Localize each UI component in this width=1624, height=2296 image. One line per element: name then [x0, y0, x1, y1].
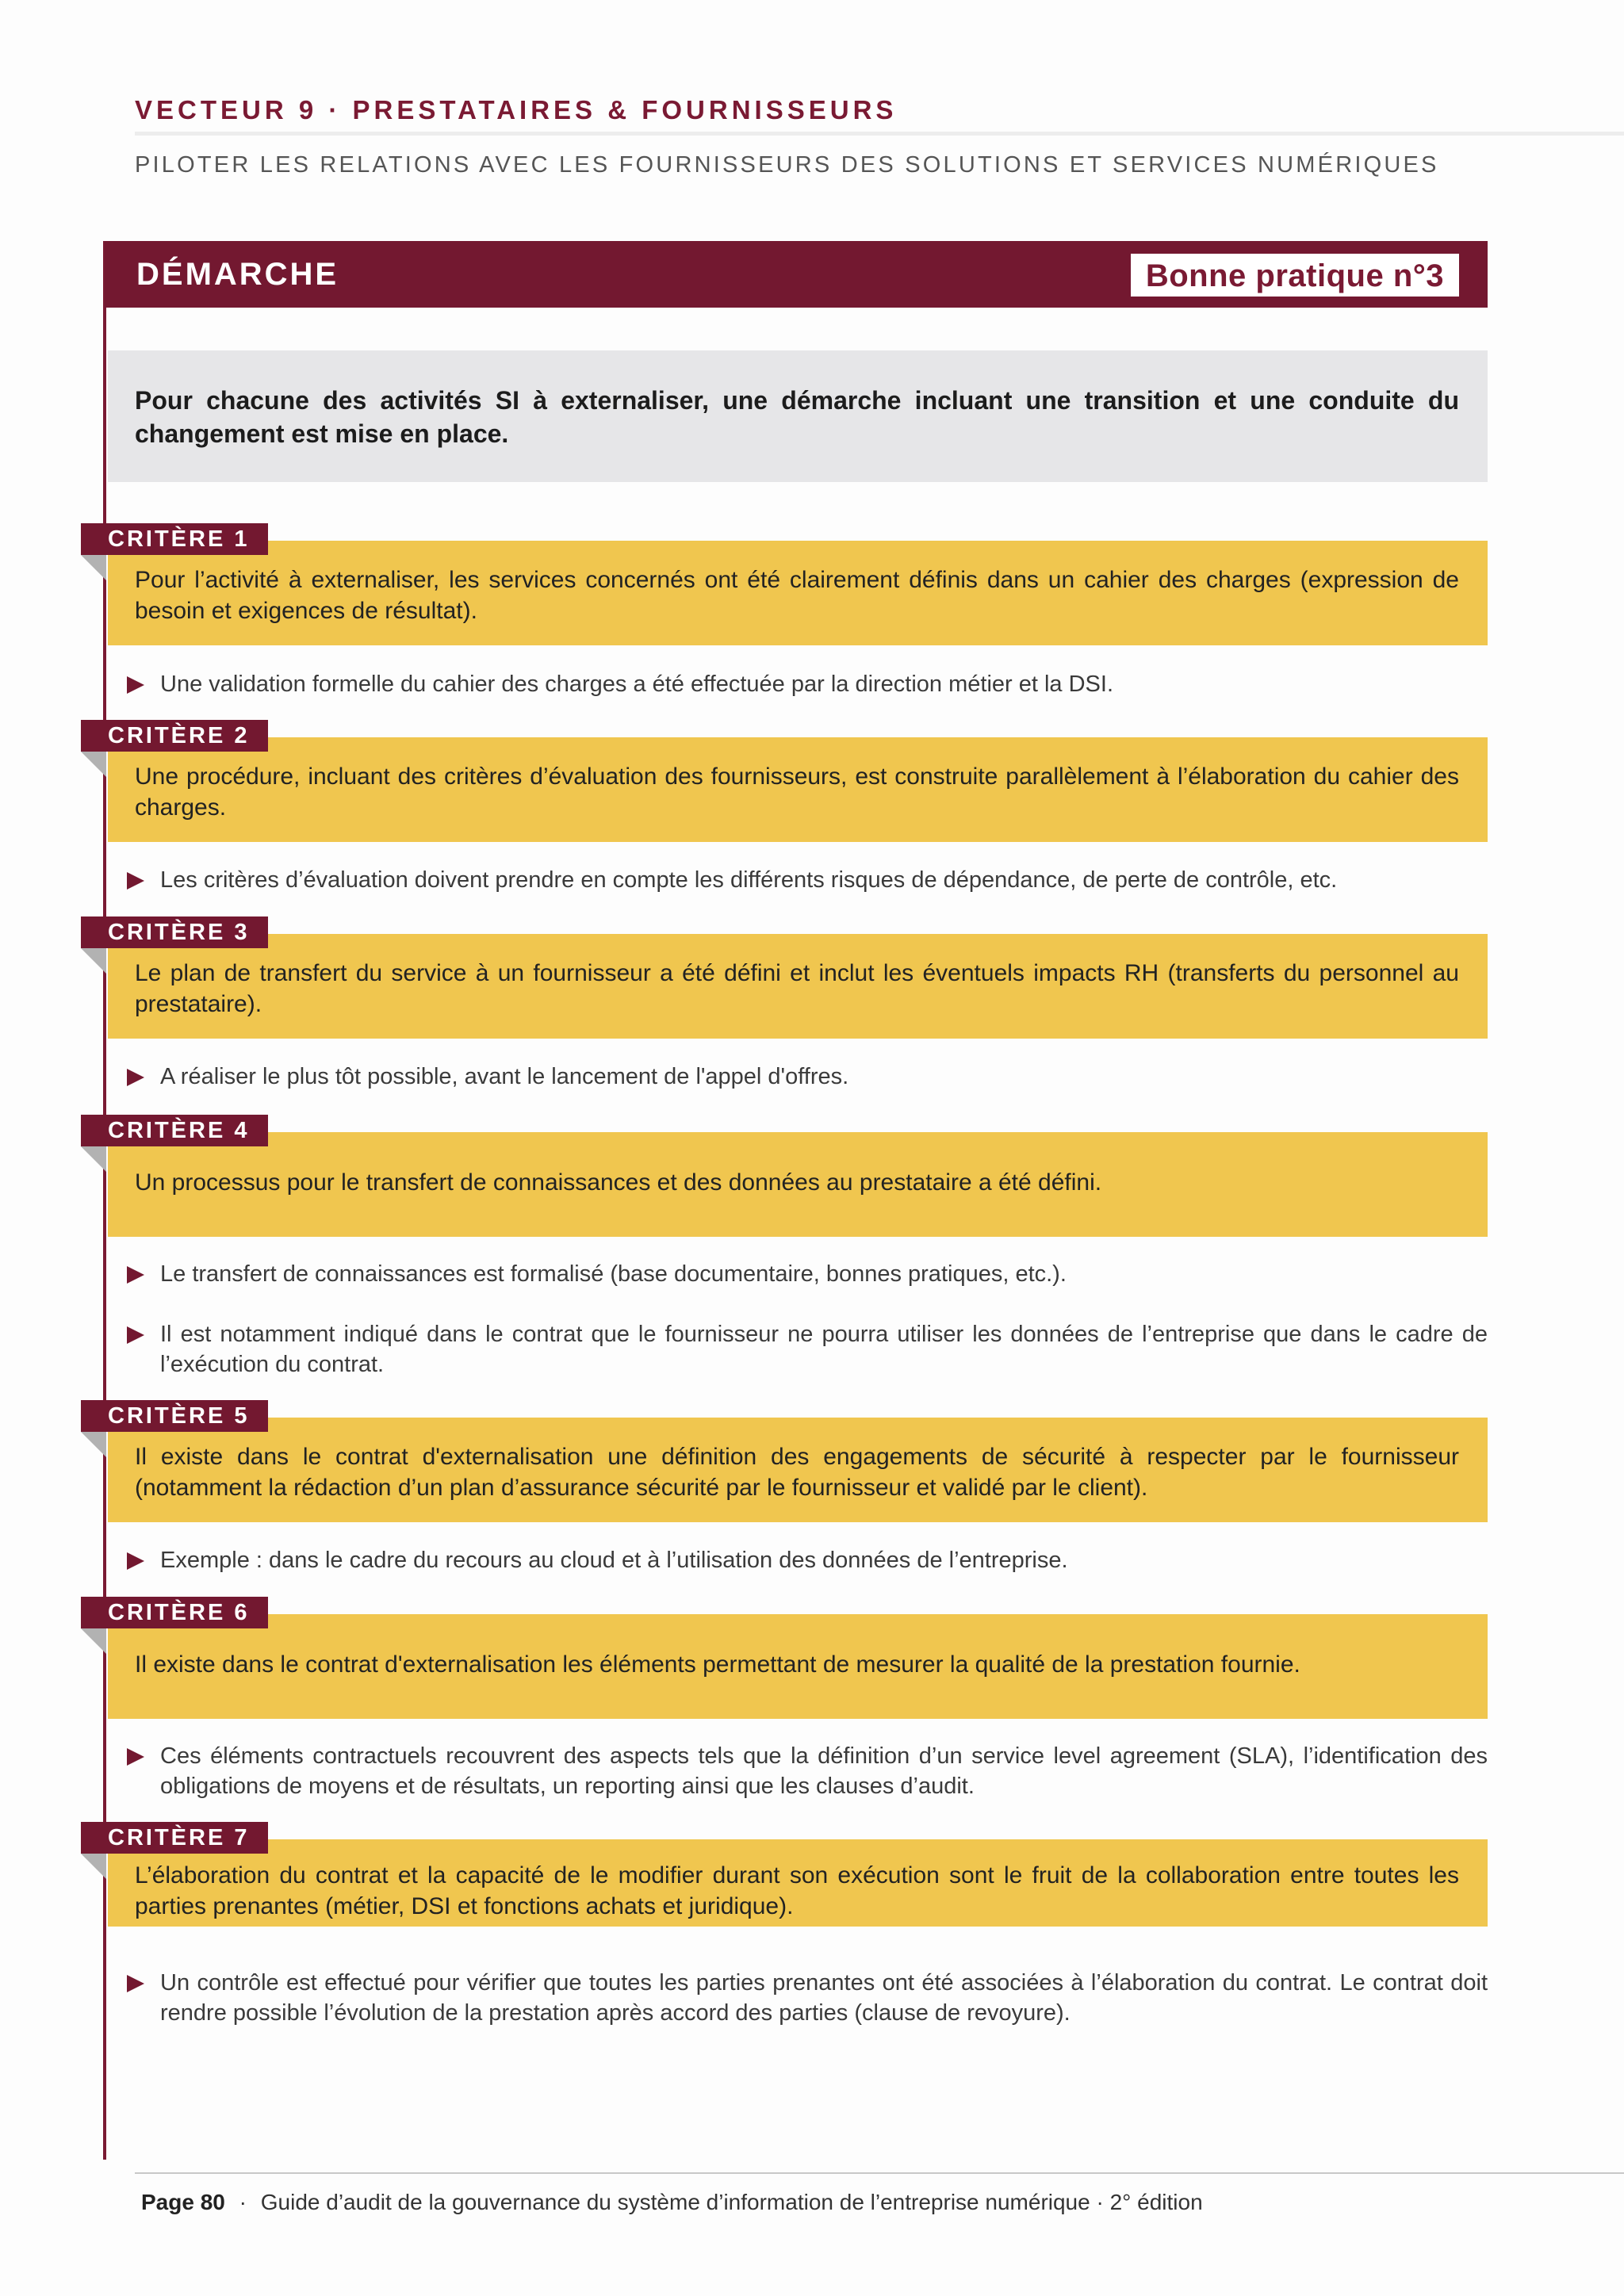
triangle-bullet-icon: [127, 1326, 144, 1344]
criterion-4-bullets: [127, 1259, 1488, 1410]
criterion-5-bullets: [127, 1545, 1488, 1605]
criterion-fold: [81, 1146, 106, 1172]
criterion-fold: [81, 752, 106, 777]
footer-rule: [135, 2172, 1624, 2174]
criterion-3-bullets: [127, 1062, 1488, 1122]
header-title: VECTEUR 9 · PRESTATAIRES & FOURNISSEURS: [135, 95, 898, 124]
triangle-bullet-icon: [127, 1069, 144, 1086]
criterion-fold: [81, 948, 106, 974]
bullet-item: Le transfert de connaissances est formalisé (base documentaire, bonnes pratiques, etc.).: [127, 1259, 1488, 1289]
triangle-bullet-icon: [127, 872, 144, 890]
section-title: DÉMARCHE: [136, 257, 339, 292]
criterion-2-bullets: [127, 865, 1488, 925]
section-banner: [105, 241, 1488, 308]
page-footer: [141, 2190, 1203, 2215]
page-number: Page 80: [141, 2190, 225, 2214]
criterion-1-bullets: [127, 669, 1488, 729]
bullet-item: Les critères d’évaluation doivent prendre en compte les différents risques de dépendance, de perte de contrôle, etc.: [127, 865, 1488, 895]
criterion-label: CRITÈRE 4: [81, 1115, 268, 1146]
criterion-7-bullets: [127, 1968, 1488, 2058]
criterion-fold: [81, 1432, 106, 1457]
footer-text: Guide d’audit de la gouvernance du système d’information de l’entreprise numérique · 2° édition: [260, 2190, 1203, 2214]
header-subtitle: PILOTER LES RELATIONS AVEC LES FOURNISSEURS DES SOLUTIONS ET SERVICES NUMÉRIQUES: [135, 152, 1439, 178]
criterion-fold: [81, 555, 106, 580]
criterion-label: CRITÈRE 5: [81, 1400, 268, 1432]
criterion-label: CRITÈRE 3: [81, 916, 268, 948]
triangle-bullet-icon: [127, 1266, 144, 1284]
criterion-label: CRITÈRE 6: [81, 1597, 268, 1628]
bullet-item: Exemple : dans le cadre du recours au cloud et à l’utilisation des données de l’entreprise.: [127, 1545, 1488, 1575]
criterion-text: Pour l’activité à externaliser, les services concernés ont été clairement définis dans un cahier des charges (expression de besoin et exigences de résultat).: [108, 541, 1488, 645]
criterion-text: Il existe dans le contrat d'externalisation les éléments permettant de mesurer la qualité de la prestation fournie.: [108, 1614, 1488, 1719]
criterion-label: CRITÈRE 2: [81, 720, 268, 752]
criterion-text: Un processus pour le transfert de connaissances et des données au prestataire a été défini.: [108, 1132, 1488, 1237]
bullet-item: A réaliser le plus tôt possible, avant le lancement de l'appel d'offres.: [127, 1062, 1488, 1092]
bullet-item: Un contrôle est effectué pour vérifier que toutes les parties prenantes ont été associées à l’élaboration du contrat. Le contrat doit rendre possible l’évolution de la prestation après accord des parties (clause de revoyure).: [127, 1968, 1488, 2028]
criterion-text: Une procédure, incluant des critères d’évaluation des fournisseurs, est construite parallèlement à l’élaboration du cahier des charges.: [108, 737, 1488, 842]
criterion-6-bullets: [127, 1741, 1488, 1831]
footer-separator: ·: [239, 2190, 247, 2214]
criterion-fold: [81, 1854, 106, 1879]
criterion-text: Il existe dans le contrat d'externalisation une définition des engagements de sécurité à respecter par le fournisseur (notamment la rédaction d’un plan d’assurance sécurité par le fournisseur et validé par le client).: [108, 1418, 1488, 1522]
criterion-label: CRITÈRE 7: [81, 1822, 268, 1854]
criterion-text: Le plan de transfert du service à un fournisseur a été défini et inclut les éventuels impacts RH (transferts du personnel au prestataire).: [108, 934, 1488, 1039]
header-rule: [135, 132, 1624, 136]
bullet-item: Une validation formelle du cahier des charges a été effectuée par la direction métier et la DSI.: [127, 669, 1488, 699]
triangle-bullet-icon: [127, 1975, 144, 1992]
best-practice-badge: Bonne pratique n°3: [1131, 254, 1459, 297]
criterion-fold: [81, 1628, 106, 1654]
triangle-bullet-icon: [127, 1748, 144, 1766]
criterion-label: CRITÈRE 1: [81, 523, 268, 555]
intro-statement: Pour chacune des activités SI à externaliser, une démarche incluant une transition et une conduite du changement est mise en place.: [108, 350, 1488, 482]
bullet-item: Il est notamment indiqué dans le contrat que le fournisseur ne pourra utiliser les données de l’entreprise que dans le cadre de l’exécution du contrat.: [127, 1319, 1488, 1380]
bullet-item: Ces éléments contractuels recouvrent des aspects tels que la définition d’un service level agreement (SLA), l’identification des obligations de moyens et de résultats, un reporting ainsi que les clauses d’audit.: [127, 1741, 1488, 1801]
criterion-text: L’élaboration du contrat et la capacité de le modifier durant son exécution sont le fruit de la collaboration entre toutes les parties prenantes (métier, DSI et fonctions achats et juridique).: [108, 1839, 1488, 1927]
triangle-bullet-icon: [127, 1552, 144, 1570]
triangle-bullet-icon: [127, 676, 144, 694]
